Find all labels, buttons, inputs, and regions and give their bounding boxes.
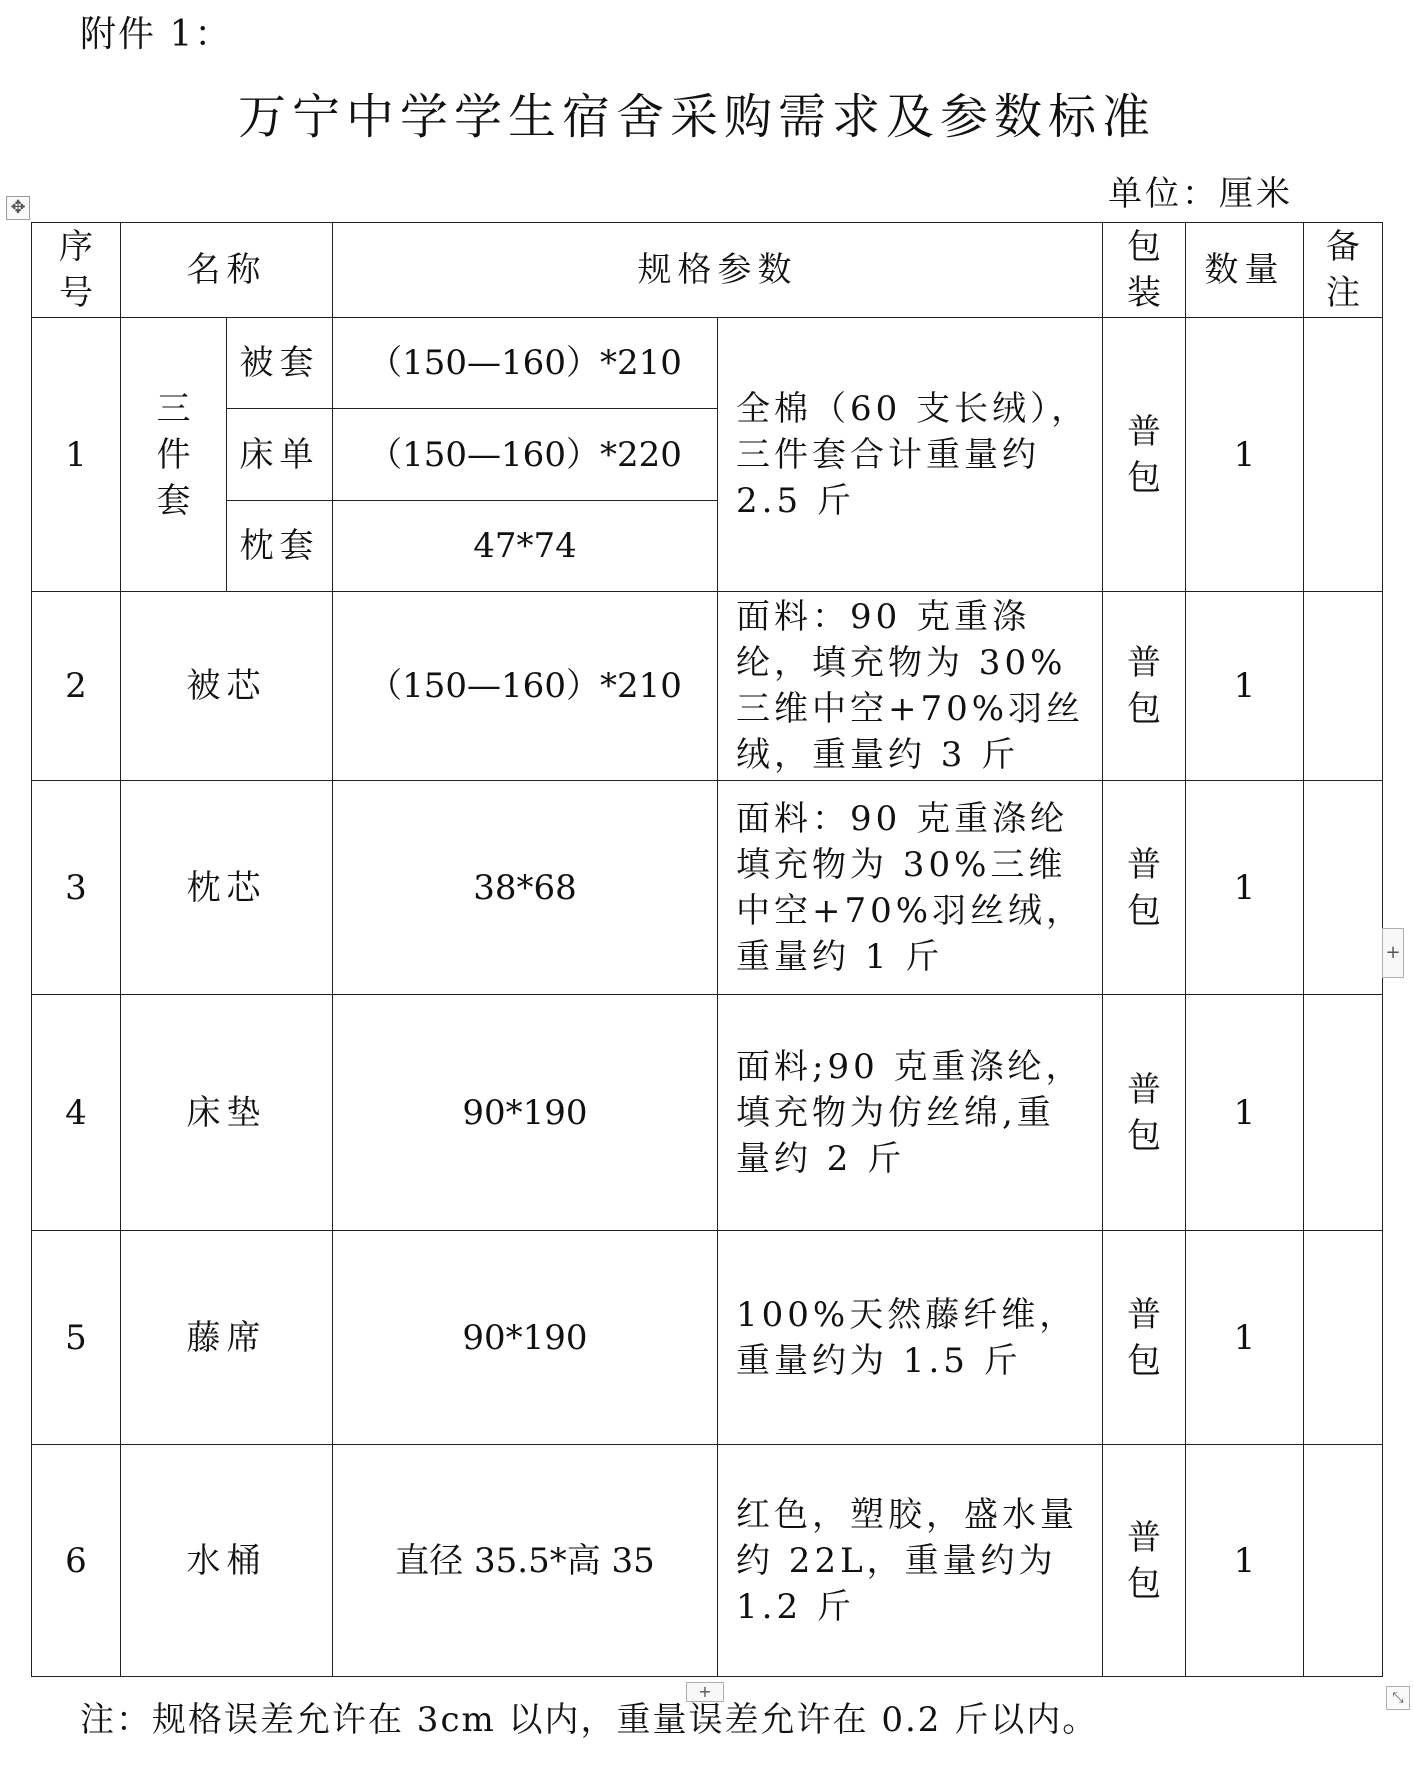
- table-row: [32, 592, 1383, 781]
- sub-item-name: 枕套: [227, 501, 333, 592]
- header-index: 序号: [32, 223, 121, 318]
- sub-item-size: 47*74: [333, 501, 718, 592]
- document-title: 万宁中学学生宿舍采购需求及参数标准: [237, 89, 1156, 145]
- footnote: 注：规格误差允许在 3cm 以内，重量误差允许在 0.2 斤以内。: [80, 1700, 1099, 1740]
- row-remark: [1304, 995, 1383, 1231]
- row-spec: 面料：90 克重涤纶填充物为 30%三维中空+70%羽丝绒，重量约 1 斤: [718, 781, 1103, 995]
- row-spec: 红色，塑胶，盛水量约 22L，重量约为 1.2 斤: [718, 1445, 1103, 1677]
- table-resize-handle-icon[interactable]: ⤡: [1386, 1686, 1410, 1710]
- row-remark: [1304, 781, 1383, 995]
- row-packaging: 普包: [1103, 592, 1186, 781]
- sub-item-name: 床单: [227, 409, 333, 501]
- header-packaging: 包装: [1103, 223, 1186, 318]
- row-size: 90*190: [333, 995, 718, 1231]
- sub-item-name: 被套: [227, 318, 333, 409]
- row-quantity: 1: [1186, 781, 1304, 995]
- row-spec: 100%天然藤纤维，重量约为 1.5 斤: [718, 1231, 1103, 1445]
- row-name: 枕芯: [121, 781, 333, 995]
- row-size: 38*68: [333, 781, 718, 995]
- row-spec: 面料;90 克重涤纶，填充物为仿丝绵,重量约 2 斤: [718, 995, 1103, 1231]
- row-size: 直径 35.5*高 35: [333, 1445, 718, 1677]
- row-index: 1: [32, 318, 121, 592]
- row-spec: 面料：90 克重涤纶，填充物为 30%三维中空+70%羽丝绒，重量约 3 斤: [718, 592, 1103, 781]
- row-index: 5: [32, 1231, 121, 1445]
- sub-item-size: （150—160）*220: [333, 409, 718, 501]
- spec-table: [31, 222, 1383, 1677]
- table-row: [32, 1231, 1383, 1445]
- header-name: 名称: [121, 223, 333, 318]
- row-size: 90*190: [333, 1231, 718, 1445]
- row-quantity: 1: [1186, 318, 1304, 592]
- attachment-label: 附件 1：: [80, 14, 233, 55]
- row-packaging: 普包: [1103, 318, 1186, 592]
- unit-label: 单位：厘米: [1108, 174, 1293, 214]
- row-quantity: 1: [1186, 1231, 1304, 1445]
- row-name: 床垫: [121, 995, 333, 1231]
- row-remark: [1304, 592, 1383, 781]
- add-column-button[interactable]: +: [1382, 928, 1404, 978]
- row-quantity: 1: [1186, 1445, 1304, 1677]
- row-index: 6: [32, 1445, 121, 1677]
- table-row: [32, 318, 1383, 409]
- row-remark: [1304, 318, 1383, 592]
- row-index: 4: [32, 995, 121, 1231]
- row-packaging: 普包: [1103, 781, 1186, 995]
- add-row-button[interactable]: +: [686, 1682, 724, 1702]
- row-quantity: 1: [1186, 995, 1304, 1231]
- header-quantity: 数量: [1186, 223, 1304, 318]
- row-size: （150—160）*210: [333, 592, 718, 781]
- row-spec: 全棉（60 支长绒），三件套合计重量约 2.5 斤: [718, 318, 1103, 592]
- row-packaging: 普包: [1103, 1231, 1186, 1445]
- row-index: 2: [32, 592, 121, 781]
- table-row: [32, 781, 1383, 995]
- row-remark: [1304, 1445, 1383, 1677]
- table-row: [32, 995, 1383, 1231]
- header-spec: 规格参数: [333, 223, 1103, 318]
- table-move-handle-icon[interactable]: ✥: [6, 196, 30, 220]
- row-packaging: 普包: [1103, 995, 1186, 1231]
- row-remark: [1304, 1231, 1383, 1445]
- row-name: 水桶: [121, 1445, 333, 1677]
- row-name: 三件套: [121, 318, 227, 592]
- header-row: [32, 223, 1383, 318]
- row-name: 藤席: [121, 1231, 333, 1445]
- row-index: 3: [32, 781, 121, 995]
- row-name: 被芯: [121, 592, 333, 781]
- table-row: [32, 1445, 1383, 1677]
- header-remark: 备注: [1304, 223, 1383, 318]
- row-quantity: 1: [1186, 592, 1304, 781]
- row-packaging: 普包: [1103, 1445, 1186, 1677]
- sub-item-size: （150—160）*210: [333, 318, 718, 409]
